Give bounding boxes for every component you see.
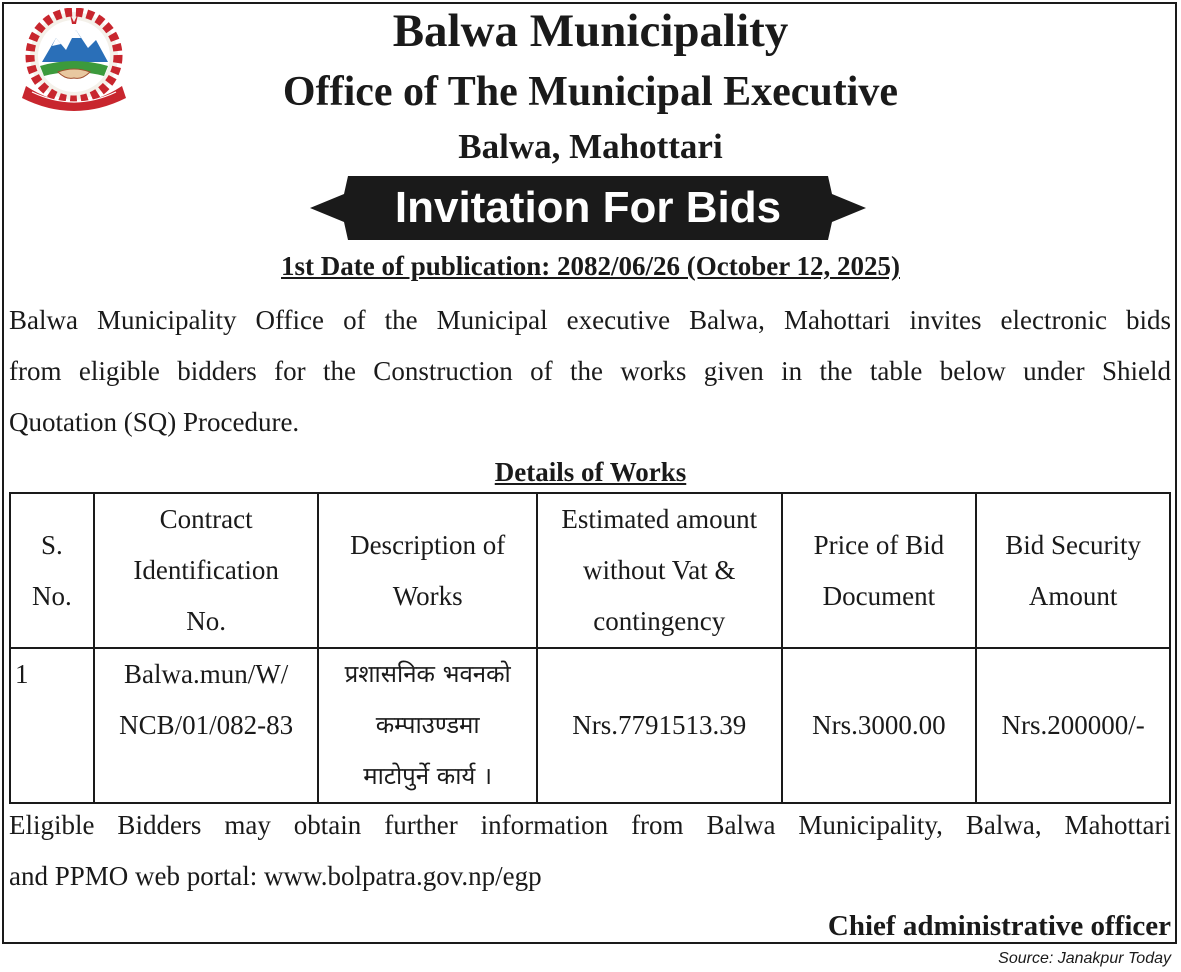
cell-contract-id: Balwa.mun/W/ NCB/01/082-83: [94, 648, 319, 803]
office-title: Office of The Municipal Executive: [282, 69, 899, 115]
location-title: Balwa, Mahottari: [458, 127, 723, 166]
source-credit: Source: Janakpur Today: [998, 950, 1171, 967]
intro-line: Quotation (SQ) Procedure.: [9, 407, 300, 437]
table-header-row: [10, 493, 1170, 648]
header-estimated-amount: Estimated amount without Vat & contingency: [537, 493, 782, 648]
intro-line: Balwa Municipality Office of the Municipal executive Balwa, Mahottari invites electronic bids: [9, 305, 1171, 335]
footer-line: and PPMO web portal: www.bolpatra.gov.np/egp: [9, 861, 542, 891]
table-row: [10, 648, 1170, 803]
banner-title: Invitation For Bids: [394, 183, 782, 232]
footer-paragraph: [9, 800, 1171, 902]
header-contract-id: Contract Identification No.: [94, 493, 319, 648]
publication-date: 1st Date of publication: 2082/06/26 (October 12, 2025): [281, 251, 900, 281]
cell-bid-document-price: Nrs.3000.00: [782, 648, 977, 803]
intro-line: from eligible bidders for the Construction of the works given in the table below under Shield: [9, 356, 1171, 386]
cell-sno: 1: [10, 648, 94, 803]
header-bid-document-price: Price of Bid Document: [782, 493, 977, 648]
header-description: Description of Works: [318, 493, 536, 648]
details-title: Details of Works: [494, 457, 687, 487]
footer-line: Eligible Bidders may obtain further information from Balwa Municipality, Balwa, Mahottari: [9, 810, 1171, 840]
works-table: [9, 492, 1171, 804]
header-sno: S. No.: [10, 493, 94, 648]
cell-description: प्रशासनिक भवनको कम्पाउण्डमा माटोपुर्ने कार्य ।: [318, 648, 536, 803]
municipality-title: Balwa Municipality: [392, 5, 789, 57]
cell-bid-security: Nrs.200000/-: [976, 648, 1170, 803]
intro-paragraph: [9, 295, 1171, 448]
header-bid-security: Bid Security Amount: [976, 493, 1170, 648]
signature: Chief administrative officer: [827, 910, 1171, 942]
cell-estimated-amount: Nrs.7791513.39: [537, 648, 782, 803]
